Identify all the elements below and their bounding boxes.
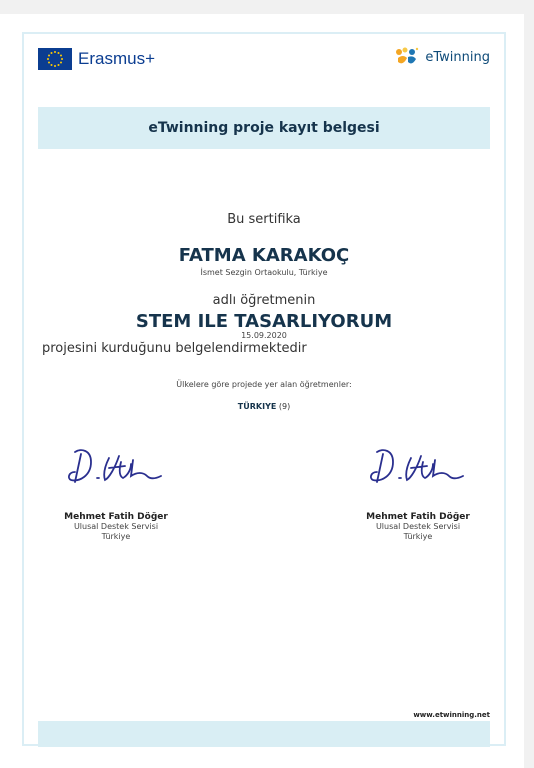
etwinning-logo-text: eTwinning bbox=[425, 49, 490, 65]
country-count: (9) bbox=[278, 402, 291, 411]
signature-image bbox=[363, 442, 473, 492]
signature-block-right bbox=[338, 442, 498, 542]
etwinning-logo-icon bbox=[393, 46, 421, 68]
intro-text: Bu sertifika bbox=[227, 212, 301, 227]
teacher-of-text: adlı öğretmenin bbox=[212, 293, 316, 308]
country-list bbox=[24, 402, 504, 411]
signer-role: Ulusal Destek Servisi bbox=[375, 522, 461, 531]
certificate-frame bbox=[22, 32, 506, 746]
country-name: TÜRKIYE bbox=[237, 402, 277, 411]
signer-name: Mehmet Fatih Döğer bbox=[366, 512, 470, 522]
header-logos bbox=[24, 34, 504, 104]
signer-name: Mehmet Fatih Döğer bbox=[64, 512, 168, 522]
title-band bbox=[38, 107, 490, 149]
signature-image bbox=[61, 442, 171, 492]
signer-role: Ulusal Destek Servisi bbox=[73, 522, 159, 531]
erasmus-logo bbox=[38, 48, 155, 70]
certificate-page bbox=[0, 14, 524, 768]
teacher-name: FATMA KARAKOÇ bbox=[178, 245, 350, 266]
website-link[interactable]: www.etwinning.net bbox=[413, 711, 490, 719]
erasmus-logo-text: Erasmus+ bbox=[78, 49, 155, 68]
certificate-title: eTwinning proje kayıt belgesi bbox=[148, 120, 380, 136]
bottom-band bbox=[38, 721, 490, 747]
project-date: 15.09.2020 bbox=[241, 331, 287, 340]
etwinning-logo bbox=[393, 46, 490, 68]
signature-block-left bbox=[36, 442, 196, 542]
founded-text: projesini kurduğunu belgelendirmektedir bbox=[42, 341, 307, 356]
signer-country: Türkiye bbox=[403, 532, 433, 541]
project-name: STEM ILE TASARLIYORUM bbox=[135, 311, 393, 332]
eu-flag-icon bbox=[38, 48, 72, 70]
signer-country: Türkiye bbox=[101, 532, 131, 541]
countries-label: Ülkelere göre projede yer alan öğretmenler: bbox=[176, 380, 352, 389]
school-name: İsmet Sezgin Ortaokulu, Türkiye bbox=[200, 268, 328, 277]
